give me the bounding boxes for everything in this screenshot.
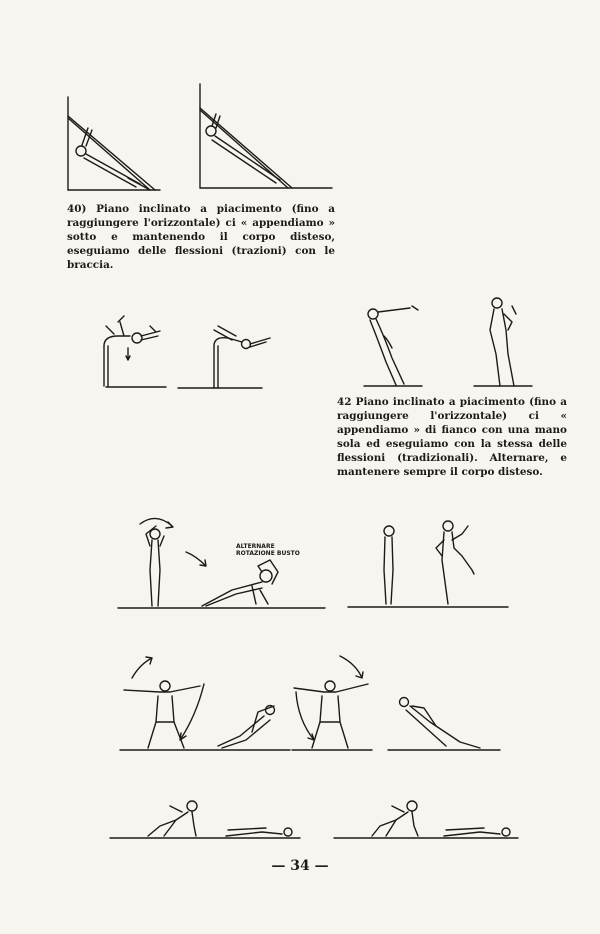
figure-41-right — [178, 326, 270, 388]
caption-40-text: 40) Piano inclinato a piacimento (fino a raggiungere l'orizzontale) ci « appendiamo » sotto e mantenendo il corpo disteso, eseguiamo delle flessioni (trazioni) con le braccia. — [67, 203, 335, 271]
alternare-label-line1: ALTERNARE — [236, 543, 275, 550]
figure-knee-raise — [348, 521, 508, 607]
figure-arms-spread-right — [292, 656, 500, 750]
alternare-label — [236, 543, 326, 557]
caption-42-text: 42 Piano inclinato a piacimento (fino a raggiungere l'orizzontale) ci « appendiamo » di fianco con una mano sola ed eseguiamo con la stessa delle flessioni (tradizionali). Alternare, e mantenere sempre il corpo disteso. — [337, 396, 567, 478]
figure-42-left — [364, 306, 422, 386]
caption-figure-40 — [67, 202, 335, 272]
figure-kneeling-right — [334, 801, 518, 838]
alternare-label-line2: ROTAZIONE BUSTO — [236, 550, 300, 557]
figure-arms-spread-left — [120, 657, 290, 750]
caption-figure-42 — [337, 395, 567, 479]
figure-40-left — [68, 97, 160, 190]
figure-kneeling-left — [110, 801, 300, 838]
page-number: — 34 — — [271, 858, 329, 874]
figure-41-left — [104, 316, 166, 387]
figure-42-right — [474, 298, 532, 386]
figure-rotation-torso — [118, 518, 325, 608]
figure-40-right — [200, 84, 332, 188]
